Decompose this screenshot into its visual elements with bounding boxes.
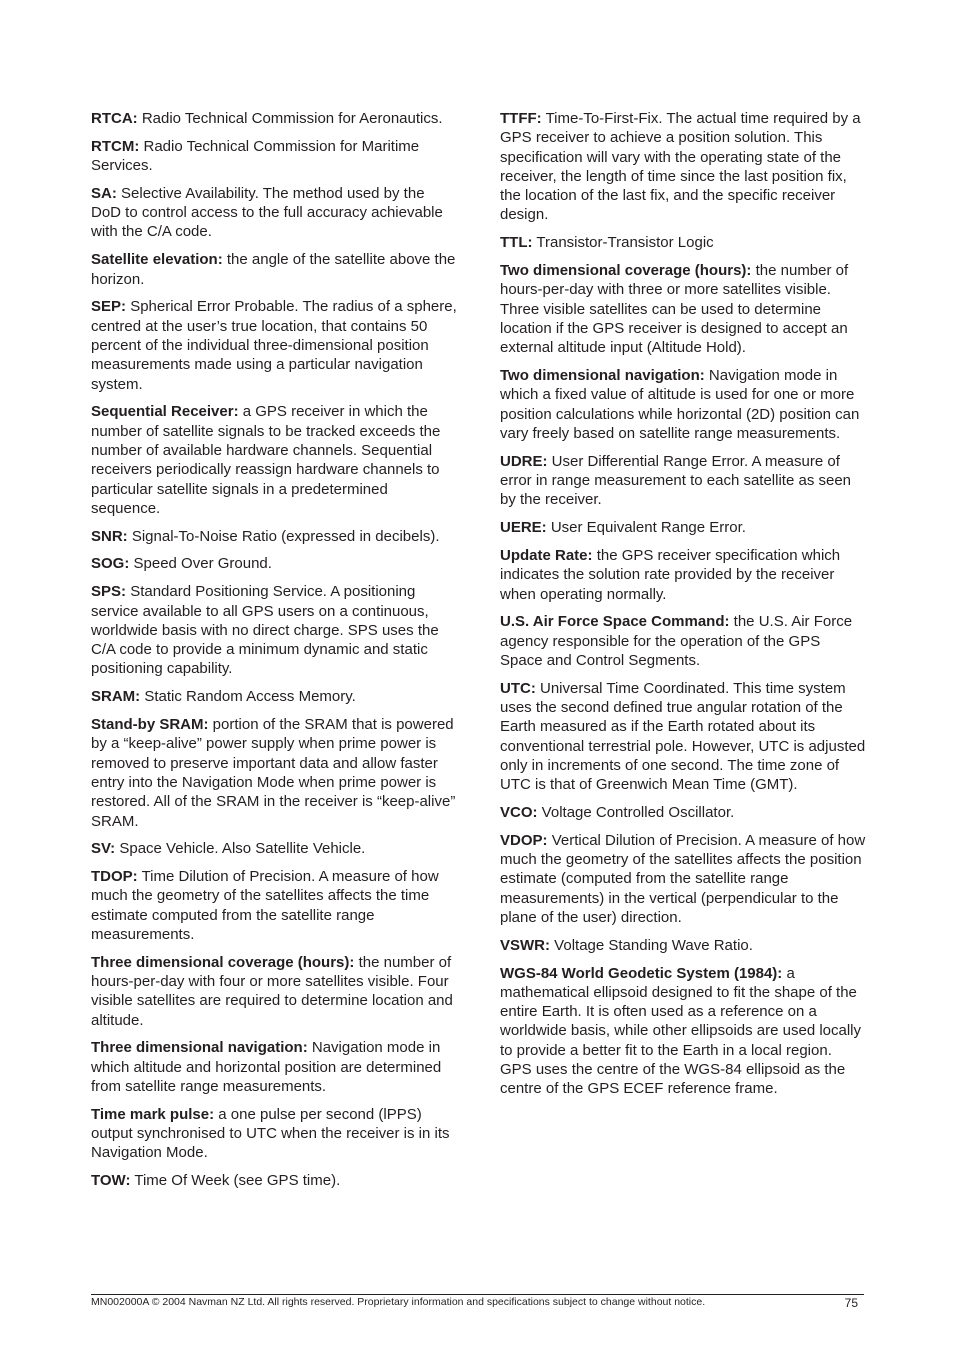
entry-definition: Voltage Controlled Oscillator.	[541, 804, 735, 821]
entry-definition: Universal Time Coordinated. This time system uses the second defined true angular rotation of the Earth measured as if the Earth rotated about its conventional terrestrial pole. However, UTC is adjusted only in increments of one second. The time zone of UTC is that of Greenwich Mean Time (GMT).	[500, 679, 866, 794]
entry-term: Two dimensional coverage (hours):	[500, 262, 752, 280]
entry-definition: Voltage Standing Wave Ratio.	[554, 936, 753, 954]
entry-definition: Space Vehicle. Also Satellite Vehicle.	[119, 840, 366, 858]
glossary-entry	[91, 137, 457, 176]
entry-definition: the number of hours-per-day with four or more satellites visible. Four visible satellites are required to determine location and altitude.	[91, 953, 453, 1029]
glossary-entry	[91, 1171, 457, 1190]
entry-definition: Spherical Error Probable. The radius of a sphere, centred at the user’s true location, that contains 50 percent of the individual three-dimensional position measurements made using a particular navigation system.	[91, 298, 457, 393]
glossary-entry	[91, 715, 457, 831]
glossary-entry	[500, 803, 866, 822]
glossary-entry	[91, 554, 457, 573]
entry-term: Three dimensional navigation:	[91, 1039, 308, 1057]
entry-term: SA:	[91, 184, 117, 202]
glossary-entry	[91, 867, 457, 944]
glossary-entry	[91, 582, 457, 678]
entry-term: TDOP:	[91, 868, 138, 886]
entry-definition: the U.S. Air Force agency responsible for the operation of the GPS Space and Control Segments.	[500, 613, 853, 669]
entry-definition: Navigation mode in which altitude and horizontal position are determined from satellite range measurements.	[91, 1039, 442, 1096]
left-column	[91, 109, 457, 1199]
entry-term: Sequential Receiver:	[91, 403, 239, 421]
glossary-entry	[91, 402, 457, 518]
glossary-entry	[500, 366, 866, 443]
entry-term: SPS:	[91, 583, 127, 601]
entry-definition: Static Random Access Memory.	[144, 688, 356, 706]
glossary-entry	[500, 936, 866, 955]
footer-copyright: MN002000A © 2004 Navman NZ Ltd. All rights reserved. Proprietary information and specifications subject to change without notice.	[91, 1296, 706, 1308]
entry-term: U.S. Air Force Space Command:	[500, 613, 730, 631]
glossary-entry	[91, 109, 457, 128]
entry-definition: User Differential Range Error. A measure of error in range measurement to each satellite as seen by the receiver.	[500, 452, 852, 509]
entry-term: SEP:	[91, 298, 127, 316]
entry-term: RTCA:	[91, 110, 138, 127]
entry-term: Three dimensional coverage (hours):	[91, 953, 355, 971]
glossary-entry	[500, 452, 866, 510]
entry-term: TTFF:	[500, 110, 542, 127]
entry-definition: Time Of Week (see GPS time).	[134, 1172, 341, 1190]
glossary-entry	[500, 964, 866, 1099]
glossary-entry	[91, 1105, 457, 1163]
glossary-entry	[91, 297, 457, 393]
entry-term: SNR:	[91, 527, 128, 545]
entry-term: Two dimensional navigation:	[500, 367, 705, 385]
entry-definition: Radio Technical Commission for Aeronautics.	[141, 110, 443, 127]
entry-term: Satellite elevation:	[91, 251, 223, 269]
entry-definition: Signal-To-Noise Ratio (expressed in decibels).	[131, 527, 440, 545]
entry-definition: Radio Technical Commission for Maritime Services.	[91, 137, 420, 175]
entry-definition: Speed Over Ground.	[133, 555, 272, 573]
entry-definition: Transistor-Transistor Logic	[536, 234, 714, 252]
entry-term: UTC:	[500, 679, 536, 697]
entry-term: WGS-84 World Geodetic System (1984):	[500, 964, 783, 982]
entry-definition: Time Dilution of Precision. A measure of how much the geometry of the satellites affects the time estimate computed from the satellite range measurements.	[91, 868, 439, 943]
entry-definition: portion of the SRAM that is powered by a “keep-alive” power supply when prime power is removed to preserve important data and allow faster entry into the Navigation Mode when prime power is restored. All of the SRAM in the receiver is “keep-alive” SRAM.	[91, 716, 456, 830]
glossary-entry	[500, 233, 866, 252]
glossary-entry	[91, 839, 457, 858]
entry-definition: a mathematical ellipsoid designed to fit the shape of the entire Earth. It is often used as a reference on a worldwide basis, while other ellipsoids are used locally to provide a better fit to the Earth in a local region. GPS uses the centre of the WGS-84 ellipsoid as the centre of the GPS ECEF reference frame.	[500, 964, 862, 1098]
entry-term: VSWR:	[500, 936, 550, 954]
entry-definition: a GPS receiver in which the number of satellite signals to be tracked exceeds the number of available hardware channels. Sequential receivers periodically reassign hardware channels to particular satellite signals in a predetermined sequence.	[91, 403, 441, 517]
entry-term: Stand-by SRAM:	[91, 716, 209, 734]
entry-term: VDOP:	[500, 831, 548, 849]
entry-definition: Time-To-First-Fix. The actual time required by a GPS receiver to achieve a position solution. This specification will vary with the operating state of the receiver, the length of time since the last position fix, the location of the last fix, and the specific receiver design.	[500, 110, 861, 224]
glossary-entry	[91, 184, 457, 242]
entry-definition: the angle of the satellite above the horizon.	[91, 251, 456, 288]
entry-term: UERE:	[500, 519, 547, 537]
glossary-entry	[500, 518, 866, 537]
entry-definition: Vertical Dilution of Precision. A measure of how much the geometry of the satellites affects the position estimate (computed from the satellite range measurements) in the vertical (perpendicular to the plane of the user) direction.	[500, 831, 866, 926]
glossary-entry	[91, 687, 457, 706]
entry-term: SV:	[91, 840, 116, 858]
glossary-entry	[91, 953, 457, 1030]
entry-term: VCO:	[500, 804, 538, 821]
page-number: 75	[844, 1296, 858, 1310]
glossary-entry	[500, 612, 866, 670]
entry-definition: User Equivalent Range Error.	[550, 519, 746, 537]
glossary-entry	[500, 679, 866, 795]
glossary-entry	[500, 546, 866, 604]
entry-definition: Navigation mode in which a fixed value of altitude is used for one or more position calculations while horizontal (2D) position can vary freely based on satellite range measurements.	[500, 367, 860, 442]
entry-definition: Standard Positioning Service. A positioning service available to all GPS users on a continuous, worldwide basis with no direct charge. SPS uses the C/A code to provide a minimum dynamic and static positioning capability.	[91, 583, 439, 678]
entry-term: SOG:	[91, 555, 130, 573]
entry-term: Update Rate:	[500, 546, 593, 564]
entry-definition: Selective Availability. The method used by the DoD to control access to the full accuracy achievable with the C/A code.	[91, 184, 443, 241]
footer-divider	[91, 1294, 864, 1295]
glossary-entry	[500, 261, 866, 357]
glossary-entry	[91, 527, 457, 546]
entry-term: TOW:	[91, 1172, 131, 1190]
glossary-entry	[91, 1038, 457, 1096]
entry-term: SRAM:	[91, 688, 141, 706]
glossary-entry	[91, 250, 457, 289]
entry-term: TTL:	[500, 234, 533, 252]
entry-definition: a one pulse per second (lPPS) output synchronised to UTC when the receiver is in its Navigation Mode.	[91, 1105, 450, 1162]
entry-definition: the GPS receiver specification which indicates the solution rate provided by the receiver when operating normally.	[500, 546, 841, 603]
right-column	[500, 109, 866, 1107]
glossary-entry	[500, 109, 866, 225]
glossary-entry	[500, 831, 866, 927]
entry-term: UDRE:	[500, 452, 548, 470]
entry-term: Time mark pulse:	[91, 1105, 215, 1123]
entry-term: RTCM:	[91, 137, 140, 155]
entry-definition: the number of hours-per-day with three or more satellites visible. Three visible satellites can be used to determine location if the GPS receiver is designed to accept an external altitude input (Altitude Hold).	[500, 262, 849, 357]
